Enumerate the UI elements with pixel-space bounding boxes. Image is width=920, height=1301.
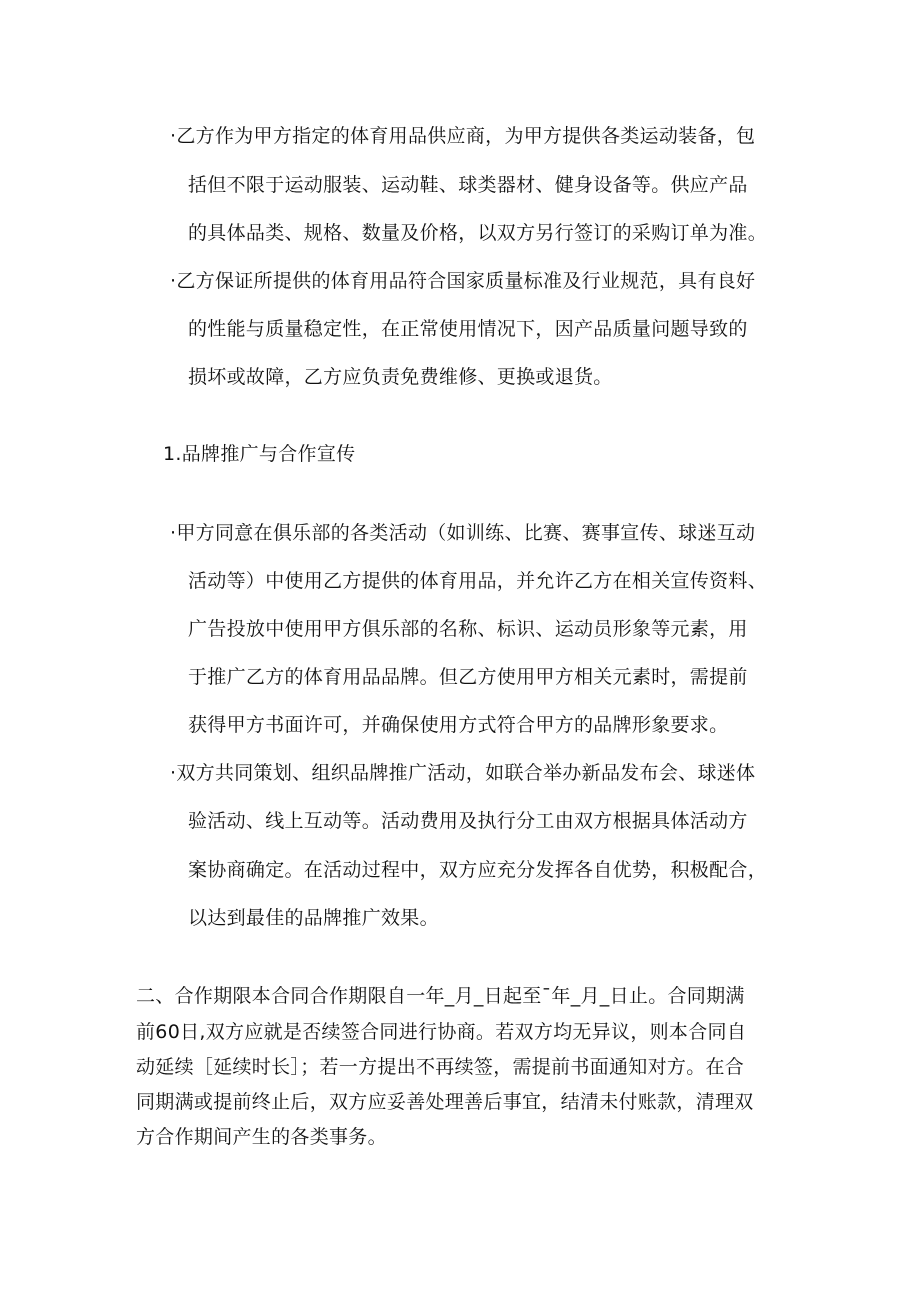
bullet-usage-line-3: 广告投放中使用甲方俱乐部的名称、标识、运动员形象等元素，用	[188, 618, 748, 640]
bullet-supply-line-2: 括但不限于运动服装、运动鞋、球类器材、健身设备等。供应产品	[188, 174, 748, 196]
bullet-usage-line-4: 于推广乙方的体育用品品牌。但乙方使用甲方相关元素时，需提前	[188, 666, 748, 688]
bullet-supply-line-1: ·乙方作为甲方指定的体育用品供应商，为甲方提供各类运动装备，包	[170, 125, 756, 147]
section-two-line-5: 方合作期间产生的各类事务。	[136, 1126, 387, 1148]
section-two-line-4: 同期满或提前终止后，双方应妥善处理善后事宜，结清未付账款，清理双	[136, 1091, 754, 1113]
section-two-line-1: 二、合作期限本合同合作期限自一年_月_日起至¯年_月_日止。合同期满	[136, 985, 745, 1007]
bullet-quality-line-1: ·乙方保证所提供的体育用品符合国家质量标准及行业规范，具有良好	[170, 270, 756, 292]
bullet-activities-line-3: 案协商确定。在活动过程中，双方应充分发挥各自优势，积极配合，	[188, 859, 768, 881]
section-two-line-2: 前60日,双方应就是否续签合同进行协商。若双方均无异议，则本合同自	[136, 1021, 747, 1043]
bullet-usage-line-5: 获得甲方书面许可，并确保使用方式符合甲方的品牌形象要求。	[188, 714, 729, 736]
bullet-activities-line-4: 以达到最佳的品牌推广效果。	[188, 907, 439, 929]
bullet-usage-line-1: ·甲方同意在俱乐部的各类活动（如训练、比赛、赛事宣传、球迷互动	[170, 522, 756, 544]
bullet-quality-line-2: 的性能与质量稳定性，在正常使用情况下，因产品质量问题导致的	[188, 318, 748, 340]
bullet-activities-line-2: 验活动、线上互动等。活动费用及执行分工由双方根据具体活动方	[188, 810, 748, 832]
bullet-usage-line-2: 活动等）中使用乙方提供的体育用品，并允许乙方在相关宣传资料、	[188, 570, 768, 592]
section-two-line-3: 动延续［延续时长］；若一方提出不再续签，需提前书面通知对方。在合	[136, 1056, 745, 1078]
subheading-brand-promotion: 1.品牌推广与合作宣传	[163, 443, 356, 465]
bullet-supply-line-3: 的具体品类、规格、数量及价格，以双方另行签订的采购订单为准。	[188, 222, 768, 244]
bullet-quality-line-3: 损坏或故障，乙方应负责免费维修、更换或退货。	[188, 366, 613, 388]
bullet-activities-line-1: ·双方共同策划、组织品牌推广活动，如联合举办新品发布会、球迷体	[170, 762, 756, 784]
